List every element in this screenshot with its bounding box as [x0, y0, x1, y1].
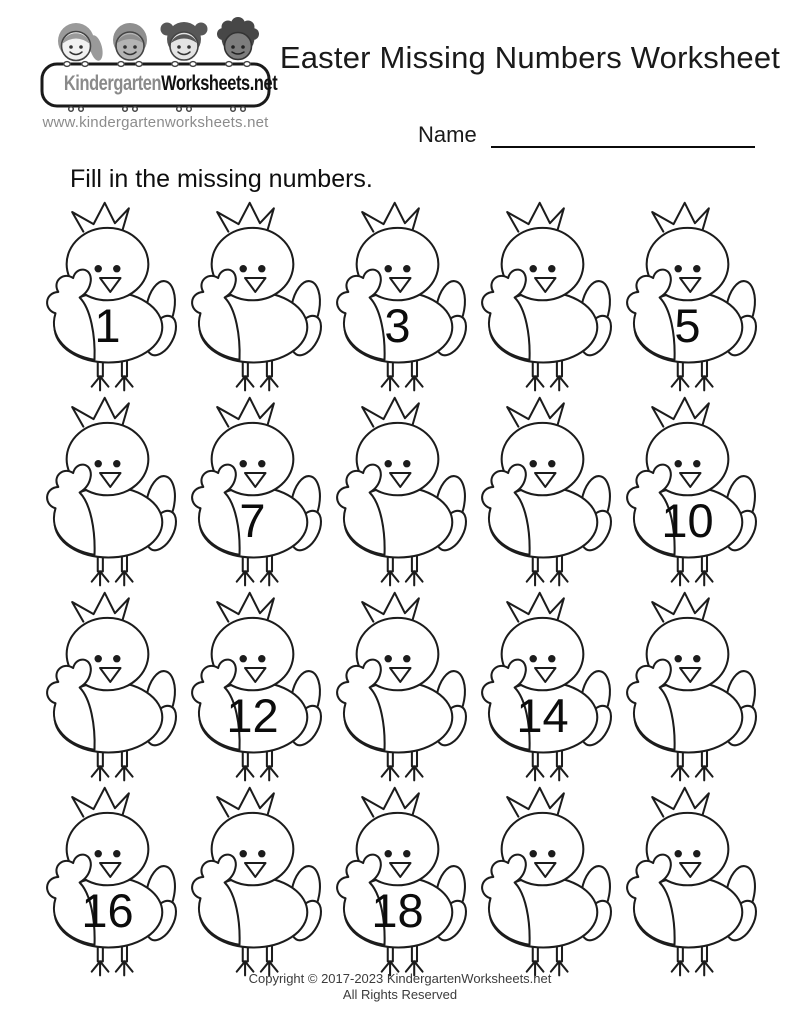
chick-number: 12	[226, 688, 279, 742]
chick-cell	[325, 395, 470, 590]
chick-grid	[35, 200, 760, 980]
chick-number: 7	[239, 493, 266, 547]
chick-number	[180, 884, 325, 936]
chick-icon	[35, 395, 180, 590]
chick-number	[470, 884, 615, 936]
chick-number	[35, 689, 180, 741]
chick-cell	[35, 200, 180, 395]
chick-icon	[180, 200, 325, 395]
name-line	[491, 122, 755, 148]
chick-icon	[615, 785, 760, 980]
instruction-text: Fill in the missing numbers.	[70, 165, 373, 193]
chick-cell	[470, 785, 615, 980]
chick-number: 14	[516, 688, 569, 742]
chick-number	[470, 299, 615, 351]
chick-cell	[615, 200, 760, 395]
chick-cell	[615, 395, 760, 590]
chick-number: 18	[371, 883, 424, 937]
chick-cell	[35, 590, 180, 785]
logo-kids-icon	[38, 14, 273, 114]
logo-website-url: www.kindergartenworksheets.net	[42, 114, 269, 131]
chick-number	[470, 494, 615, 546]
chick-icon	[35, 590, 180, 785]
chick-cell	[180, 200, 325, 395]
chick-cell	[325, 590, 470, 785]
footer-rights: All Rights Reserved	[342, 987, 458, 1002]
chick-icon	[325, 395, 470, 590]
worksheet-title: Easter Missing Numbers Worksheet	[279, 40, 781, 75]
chick-number	[180, 299, 325, 351]
chick-cell	[325, 785, 470, 980]
chick-cell	[35, 395, 180, 590]
chick-number: 5	[674, 298, 701, 352]
chick-cell	[35, 785, 180, 980]
chick-number	[615, 884, 760, 936]
chick-number: 10	[661, 493, 714, 547]
chick-number	[325, 689, 470, 741]
chick-cell	[470, 395, 615, 590]
chick-cell	[470, 200, 615, 395]
name-label: Name	[418, 122, 477, 147]
chick-icon	[180, 785, 325, 980]
chick-cell	[615, 590, 760, 785]
chick-number: 3	[384, 298, 411, 352]
chick-number	[35, 494, 180, 546]
chick-number	[615, 689, 760, 741]
chick-number	[325, 494, 470, 546]
footer	[0, 971, 800, 1003]
chick-icon	[615, 590, 760, 785]
chick-icon	[470, 395, 615, 590]
name-row	[418, 120, 755, 148]
chick-cell	[325, 200, 470, 395]
chick-cell	[615, 785, 760, 980]
logo-brand-part2: Worksheets.net	[161, 72, 278, 95]
chick-cell	[180, 785, 325, 980]
chick-icon	[470, 200, 615, 395]
chick-cell	[470, 590, 615, 785]
footer-copyright: Copyright © 2017-2023 KindergartenWorksheets.net	[248, 971, 552, 986]
chick-cell	[180, 590, 325, 785]
chick-cell	[180, 395, 325, 590]
logo-brand-text	[63, 72, 278, 96]
chick-number: 16	[81, 883, 134, 937]
chick-icon	[325, 590, 470, 785]
logo-block	[38, 14, 278, 146]
chick-icon	[470, 785, 615, 980]
logo-brand-part1: Kindergarten	[63, 72, 162, 95]
chick-number: 1	[94, 298, 121, 352]
